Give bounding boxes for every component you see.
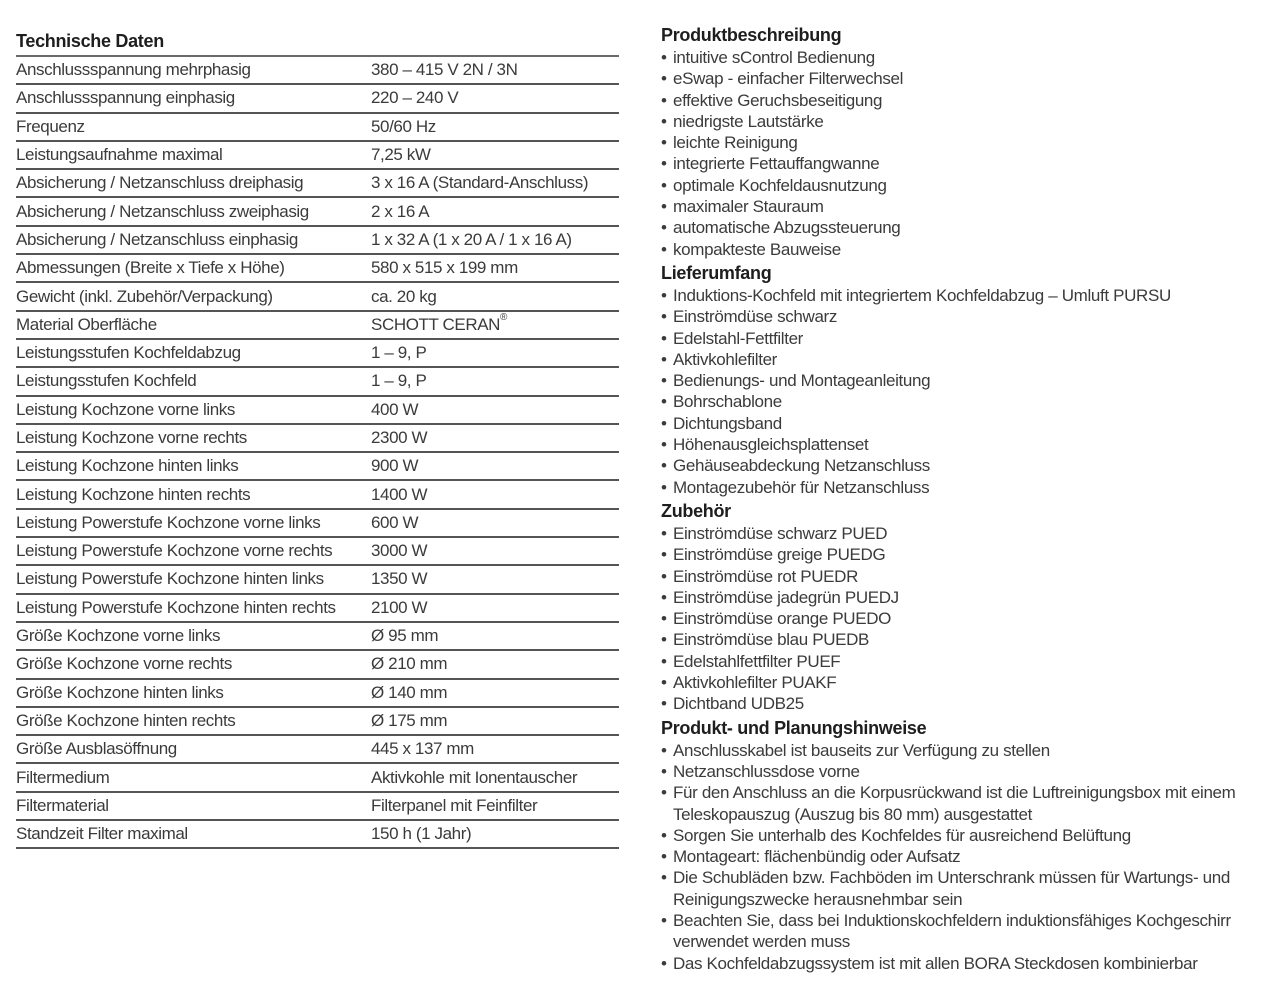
spec-value-text: 900 W — [371, 456, 419, 476]
spec-label: Absicherung / Netzanschluss einphasig — [16, 226, 371, 254]
bullet-icon: • — [661, 218, 667, 238]
spec-value — [371, 197, 619, 225]
bullet-icon: • — [661, 740, 667, 760]
list-item-text: Bohrschablone — [673, 392, 782, 412]
spec-label: Gewicht (inkl. Zubehör/Verpackung) — [16, 282, 371, 310]
spec-label: Leistungsstufen Kochfeld — [16, 367, 371, 395]
list-item — [661, 910, 1273, 953]
spec-label: Leistung Powerstufe Kochzone vorne rechts — [16, 537, 371, 565]
bullet-icon: • — [661, 48, 667, 67]
bullet-icon: • — [661, 761, 667, 781]
list-item-text: Induktions-Kochfeld mit integriertem Kochfeldabzug – Umluft PURSU — [673, 285, 1171, 305]
spec-row — [16, 197, 619, 225]
spec-row — [16, 367, 619, 395]
spec-label: Leistung Kochzone hinten rechts — [16, 480, 371, 508]
spec-row — [16, 650, 619, 678]
list-item-text: Montageart: flächenbündig oder Aufsatz — [673, 847, 961, 867]
spec-value-text: 3000 W — [371, 541, 428, 561]
bullet-icon: • — [661, 953, 667, 973]
list-item — [661, 761, 1273, 782]
spec-label: Anschlussspannung mehrphasig — [16, 57, 371, 84]
bullet-icon: • — [661, 371, 667, 391]
list-item-text: integrierte Fettauffangwanne — [673, 154, 880, 174]
spec-value-text: 600 W — [371, 512, 419, 532]
list-item — [661, 391, 1273, 412]
list-item — [661, 68, 1273, 89]
spec-value-text: 3 x 16 A (Standard-Anschluss) — [371, 173, 589, 193]
spec-label: Absicherung / Netzanschluss zweiphasig — [16, 197, 371, 225]
bullet-icon: • — [661, 154, 667, 174]
bullet-icon: • — [661, 868, 667, 888]
spec-value-text: ca. 20 kg — [371, 286, 437, 306]
section-title: Produktbeschreibung — [661, 25, 842, 45]
list-item-text: Sorgen Sie unterhalb des Kochfeldes für ausreichend Belüftung — [673, 825, 1131, 845]
list-item-text: Dichtband UDB25 — [673, 694, 804, 714]
bullet-list — [661, 523, 1273, 715]
bullet-icon: • — [661, 783, 667, 803]
spec-row — [16, 141, 619, 169]
bullet-icon: • — [661, 175, 667, 195]
spec-value — [371, 707, 619, 735]
list-item — [661, 153, 1273, 174]
spec-value-text: 2300 W — [371, 428, 428, 447]
list-item — [661, 349, 1273, 370]
spec-row — [16, 763, 619, 791]
spec-row — [16, 113, 619, 141]
spec-value — [371, 396, 619, 424]
spec-value-text: 50/60 Hz — [371, 116, 436, 136]
spec-row — [16, 396, 619, 424]
spec-row — [16, 226, 619, 254]
section-produktbeschreibung — [661, 24, 1273, 260]
list-item — [661, 846, 1273, 867]
bullet-icon: • — [661, 307, 667, 327]
section-hinweise — [661, 717, 1273, 974]
bullet-icon: • — [661, 328, 667, 348]
list-item-text: Bedienungs- und Montageanleitung — [673, 371, 931, 391]
spec-value-text: 445 x 137 mm — [371, 739, 474, 759]
spec-value — [371, 282, 619, 310]
list-item — [661, 47, 1273, 68]
spec-row — [16, 792, 619, 820]
bullet-icon: • — [661, 111, 667, 131]
bullet-icon: • — [661, 69, 667, 89]
spec-value-text: Ø 140 mm — [371, 682, 448, 702]
spec-label: Material Oberfläche — [16, 311, 371, 339]
list-item — [661, 328, 1273, 349]
bullet-icon: • — [661, 413, 667, 433]
spec-value-text: 1 x 32 A (1 x 20 A / 1 x 16 A) — [371, 229, 572, 249]
list-item — [661, 566, 1273, 587]
list-item-text: Das Kochfeldabzugssystem ist mit allen BORA Steckdosen kombinierbar — [673, 953, 1198, 973]
spec-value-text: 2100 W — [371, 597, 428, 617]
spec-value — [371, 367, 619, 395]
list-item-text: effektive Geruchsbeseitigung — [673, 90, 883, 110]
bullet-icon: • — [661, 630, 667, 650]
list-item-text: Aktivkohlefilter PUAKF — [673, 673, 837, 693]
spec-label: Leistung Powerstufe Kochzone vorne links — [16, 509, 371, 537]
list-item-text: Dichtungsband — [673, 413, 782, 433]
spec-label: Frequenz — [16, 113, 371, 141]
spec-value-text: 7,25 kW — [371, 145, 431, 165]
list-item — [661, 953, 1273, 974]
spec-row — [16, 169, 619, 197]
bullet-list — [661, 285, 1273, 498]
spec-value-text: SCHOTT CERAN — [371, 314, 501, 334]
spec-label: Größe Ausblasöffnung — [16, 735, 371, 763]
registered-trademark-mark: ® — [500, 311, 507, 323]
spec-label: Leistung Kochzone vorne links — [16, 396, 371, 424]
list-item-text: Einströmdüse rot PUEDR — [673, 566, 859, 586]
bullet-icon: • — [661, 197, 667, 217]
spec-value — [371, 141, 619, 169]
list-item-text: Die Schubläden bzw. Fachböden im Unterschrank müssen für Wartungs- und Reinigungszwecke herausnehmbar sein — [673, 868, 1230, 909]
bullet-icon: • — [661, 456, 667, 476]
list-item-text: Beachten Sie, dass bei Induktionskochfeldern induktionsfähiges Kochgeschirr verwendet werden muss — [673, 910, 1231, 952]
bullet-list — [661, 740, 1273, 974]
spec-row — [16, 594, 619, 622]
bullet-list — [661, 47, 1273, 260]
list-item — [661, 217, 1273, 238]
spec-value — [371, 254, 619, 282]
spec-value — [371, 169, 619, 197]
spec-value — [371, 424, 619, 452]
bullet-icon: • — [661, 392, 667, 412]
bullet-icon: • — [661, 90, 667, 110]
spec-value — [371, 763, 619, 791]
list-item — [661, 370, 1273, 391]
spec-value-text: Filterpanel mit Feinfilter — [371, 795, 538, 815]
list-item-text: intuitive sControl Bedienung — [673, 48, 875, 67]
spec-value-text: Aktivkohle mit Ionentauscher — [371, 767, 578, 787]
list-item-text: optimale Kochfeldausnutzung — [673, 175, 887, 195]
list-item-text: Netzanschlussdose vorne — [673, 761, 860, 781]
section-title: Zubehör — [661, 500, 731, 521]
list-item-text: Aktivkohlefilter — [673, 349, 777, 369]
spec-row — [16, 537, 619, 565]
spec-value — [371, 113, 619, 141]
list-item-text: automatische Abzugssteuerung — [673, 218, 901, 238]
list-item — [661, 132, 1273, 153]
spec-label: Leistungsaufnahme maximal — [16, 141, 371, 169]
spec-value — [371, 792, 619, 820]
list-item — [661, 306, 1273, 327]
list-item — [661, 196, 1273, 217]
spec-value-text: 1 – 9, P — [371, 343, 427, 363]
spec-label: Standzeit Filter maximal — [16, 820, 371, 848]
list-item-text: kompakteste Bauweise — [673, 239, 841, 259]
spec-value-text: Ø 95 mm — [371, 626, 439, 646]
spec-value-text: 220 – 240 V — [371, 88, 459, 108]
section-title: Produkt- und Planungshinweise — [661, 717, 927, 738]
bullet-icon: • — [661, 651, 667, 671]
spec-row — [16, 707, 619, 735]
spec-label: Größe Kochzone vorne rechts — [16, 650, 371, 678]
list-item — [661, 455, 1273, 476]
section-title: Lieferumfang — [661, 262, 772, 283]
list-item-text: Einströmdüse greige PUEDG — [673, 545, 886, 565]
bullet-icon: • — [661, 694, 667, 714]
spec-value-text: 580 x 515 x 199 mm — [371, 258, 518, 278]
spec-value — [371, 311, 619, 339]
bullet-icon: • — [661, 239, 667, 259]
bullet-icon: • — [661, 566, 667, 586]
list-item-text: Edelstahl-Fettfilter — [673, 328, 803, 348]
spec-value — [371, 339, 619, 367]
spec-row — [16, 254, 619, 282]
spec-value — [371, 226, 619, 254]
bullet-icon: • — [661, 587, 667, 607]
list-item-text: Einströmdüse jadegrün PUEDJ — [673, 587, 899, 607]
list-item — [661, 90, 1273, 111]
bullet-icon: • — [661, 609, 667, 629]
list-item — [661, 413, 1273, 434]
spec-value-text: Ø 210 mm — [371, 654, 448, 674]
spec-label: Filtermaterial — [16, 792, 371, 820]
section-lieferumfang — [661, 262, 1273, 498]
list-item-text: Einströmdüse schwarz PUED — [673, 523, 888, 543]
list-item-text: Gehäuseabdeckung Netzanschluss — [673, 456, 930, 476]
list-item-text: Höhenausgleichsplattenset — [673, 435, 869, 455]
spec-value-text: Ø 175 mm — [371, 710, 448, 730]
spec-value — [371, 452, 619, 480]
list-item — [661, 740, 1273, 761]
list-item — [661, 239, 1273, 260]
spec-label: Leistung Powerstufe Kochzone hinten links — [16, 565, 371, 593]
list-item — [661, 477, 1273, 498]
list-item — [661, 825, 1273, 846]
list-item — [661, 175, 1273, 196]
spec-label: Leistung Powerstufe Kochzone hinten rechts — [16, 594, 371, 622]
bullet-icon: • — [661, 847, 667, 867]
bullet-icon: • — [661, 673, 667, 693]
spec-value — [371, 537, 619, 565]
technical-data-title: Technische Daten — [16, 28, 619, 57]
spec-row — [16, 622, 619, 650]
list-item — [661, 587, 1273, 608]
spec-label: Anschlussspannung einphasig — [16, 84, 371, 112]
bullet-icon: • — [661, 825, 667, 845]
spec-row — [16, 480, 619, 508]
spec-label: Leistungsstufen Kochfeldabzug — [16, 339, 371, 367]
bullet-icon: • — [661, 523, 667, 543]
spec-row — [16, 84, 619, 112]
spec-value — [371, 57, 619, 84]
spec-label: Leistung Kochzone hinten links — [16, 452, 371, 480]
spec-value — [371, 480, 619, 508]
spec-label: Absicherung / Netzanschluss dreiphasig — [16, 169, 371, 197]
spec-row — [16, 57, 619, 84]
list-item — [661, 544, 1273, 565]
spec-value-text: 1400 W — [371, 484, 428, 504]
spec-value — [371, 594, 619, 622]
list-item-text: Anschlusskabel ist bauseits zur Verfügung zu stellen — [673, 740, 1050, 760]
spec-row — [16, 679, 619, 707]
spec-value — [371, 679, 619, 707]
bullet-icon: • — [661, 435, 667, 455]
bullet-icon: • — [661, 910, 667, 930]
spec-value-text: 150 h (1 Jahr) — [371, 824, 472, 844]
technical-data-table — [16, 57, 619, 849]
spec-value — [371, 84, 619, 112]
list-item-text: Einströmdüse schwarz — [673, 307, 838, 327]
list-item-text: Edelstahlfettfilter PUEF — [673, 651, 841, 671]
spec-row — [16, 311, 619, 339]
list-item — [661, 782, 1273, 825]
spec-row — [16, 424, 619, 452]
spec-label: Größe Kochzone hinten links — [16, 679, 371, 707]
list-item — [661, 693, 1273, 714]
section-zubehoer — [661, 500, 1273, 715]
spec-label: Abmessungen (Breite x Tiefe x Höhe) — [16, 254, 371, 282]
spec-value-text: 1350 W — [371, 569, 428, 589]
list-item — [661, 285, 1273, 306]
spec-label: Filtermedium — [16, 763, 371, 791]
spec-value — [371, 509, 619, 537]
list-item-text: eSwap - einfacher Filterwechsel — [673, 69, 904, 89]
spec-row — [16, 565, 619, 593]
spec-value-text: 400 W — [371, 399, 419, 419]
spec-value-text: 1 – 9, P — [371, 371, 427, 391]
spec-label: Größe Kochzone vorne links — [16, 622, 371, 650]
list-item — [661, 867, 1273, 910]
list-item — [661, 608, 1273, 629]
spec-value — [371, 565, 619, 593]
spec-value — [371, 735, 619, 763]
list-item-text: Für den Anschluss an die Korpusrückwand ist die Luftreinigungsbox mit einem Teleskopauszug (Auszug bis 80 mm) ausgestattet — [673, 783, 1236, 824]
list-item — [661, 523, 1273, 544]
spec-value — [371, 820, 619, 848]
list-item-text: Montagezubehör für Netzanschluss — [673, 477, 930, 497]
bullet-icon: • — [661, 477, 667, 497]
technical-data-section — [16, 28, 619, 849]
spec-row — [16, 735, 619, 763]
bullet-icon: • — [661, 285, 667, 305]
spec-value — [371, 622, 619, 650]
list-item-text: niedrigste Lautstärke — [673, 111, 824, 131]
spec-row — [16, 452, 619, 480]
list-item — [661, 651, 1273, 672]
spec-label: Leistung Kochzone vorne rechts — [16, 424, 371, 452]
list-item-text: leichte Reinigung — [673, 133, 798, 153]
spec-value-text: 380 – 415 V 2N / 3N — [371, 60, 518, 80]
list-item-text: maximaler Stauraum — [673, 197, 824, 217]
list-item — [661, 111, 1273, 132]
list-item — [661, 672, 1273, 693]
bullet-icon: • — [661, 545, 667, 565]
spec-row — [16, 820, 619, 848]
spec-label: Größe Kochzone hinten rechts — [16, 707, 371, 735]
spec-row — [16, 339, 619, 367]
spec-row — [16, 509, 619, 537]
list-item — [661, 434, 1273, 455]
spec-row — [16, 282, 619, 310]
bullet-icon: • — [661, 133, 667, 153]
bullet-icon: • — [661, 349, 667, 369]
spec-value — [371, 650, 619, 678]
list-item — [661, 629, 1273, 650]
list-item-text: Einströmdüse blau PUEDB — [673, 630, 870, 650]
product-info-column — [661, 24, 1273, 976]
spec-value-text: 2 x 16 A — [371, 201, 430, 221]
list-item-text: Einströmdüse orange PUEDO — [673, 609, 892, 629]
